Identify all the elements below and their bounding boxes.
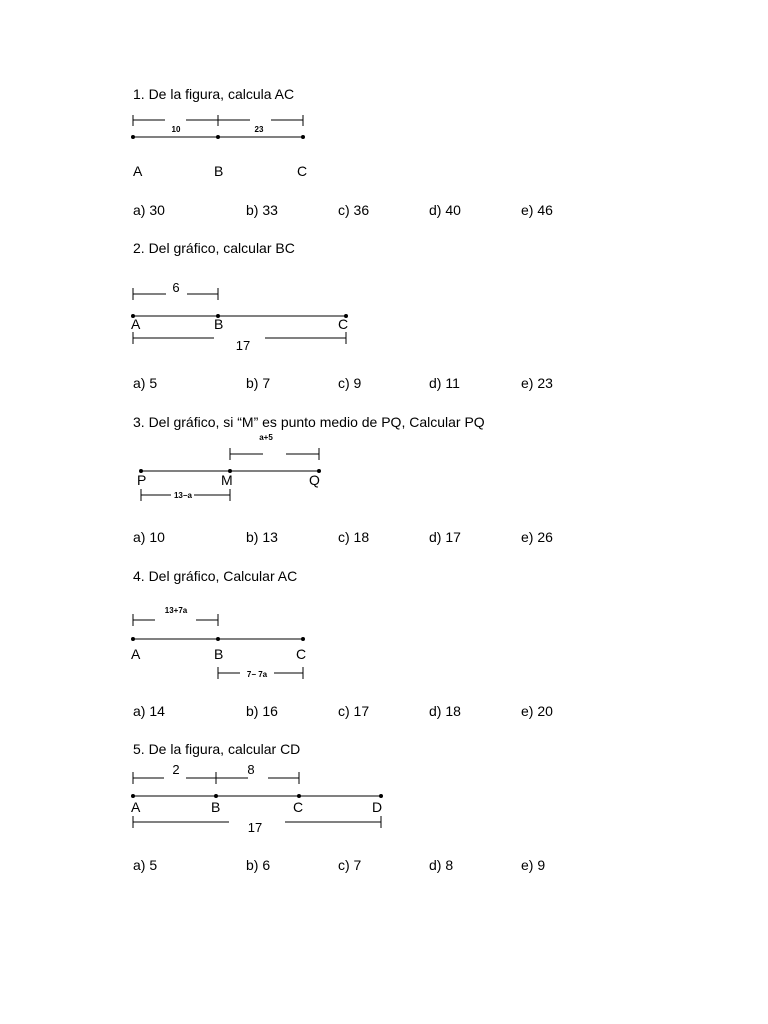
point-label: M (221, 472, 233, 488)
point-label: C (296, 646, 307, 662)
point-label: C (338, 316, 349, 332)
point-label: Q (309, 472, 320, 488)
question-4-title: 4. Del gráfico, Calcular AC (133, 568, 298, 584)
option-d: d) 40 (429, 202, 461, 218)
option-c: c) 9 (338, 375, 362, 391)
option-b: b) 13 (246, 529, 278, 545)
measure-label: 13−a (173, 491, 193, 500)
option-e: e) 23 (521, 375, 553, 391)
option-a: a) 10 (133, 529, 165, 545)
option-e: e) 26 (521, 529, 553, 545)
measure-label: 13+7a (164, 606, 188, 615)
measure-label: 23 (254, 125, 264, 134)
point-label: A (131, 799, 141, 815)
point-label: A (133, 163, 143, 179)
point-dot (379, 794, 383, 798)
measure-label: 10 (171, 125, 181, 134)
point-dot (214, 794, 218, 798)
measure-label: 17 (247, 820, 263, 835)
measure-label: 2 (172, 762, 180, 777)
point-label: D (372, 799, 383, 815)
measure-label: 17 (235, 338, 251, 353)
point-label: B (214, 316, 224, 332)
option-a: a) 5 (133, 857, 158, 873)
point-label: A (131, 316, 141, 332)
measure-label: 7− 7a (246, 670, 268, 679)
point-label: B (214, 646, 224, 662)
option-c: c) 17 (338, 703, 370, 719)
point-label: P (137, 472, 147, 488)
option-a: a) 14 (133, 703, 165, 719)
point-label: B (214, 163, 224, 179)
option-c: c) 7 (338, 857, 362, 873)
measure-label: 8 (247, 762, 255, 777)
point-label: C (293, 799, 304, 815)
option-d: d) 17 (429, 529, 461, 545)
question-1-title: 1. De la figura, calcula AC (133, 86, 295, 102)
question-2-title: 2. Del gráfico, calcular BC (133, 240, 295, 256)
option-c: c) 36 (338, 202, 370, 218)
option-d: d) 11 (429, 375, 460, 391)
option-b: b) 7 (246, 375, 271, 391)
option-d: d) 8 (429, 857, 454, 873)
measure-label: 6 (172, 280, 180, 295)
point-dot (131, 794, 135, 798)
question-3-title: 3. Del gráfico, si “M” es punto medio de PQ, Calcular PQ (133, 414, 485, 430)
option-b: b) 33 (246, 202, 278, 218)
option-c: c) 18 (338, 529, 370, 545)
point-dot (297, 794, 301, 798)
option-e: e) 9 (521, 857, 546, 873)
point-label: B (211, 799, 221, 815)
option-b: b) 16 (246, 703, 278, 719)
option-e: e) 46 (521, 202, 553, 218)
option-a: a) 30 (133, 202, 165, 218)
measure-label: a+5 (259, 433, 273, 442)
point-label: A (131, 646, 141, 662)
option-d: d) 18 (429, 703, 461, 719)
option-e: e) 20 (521, 703, 553, 719)
option-a: a) 5 (133, 375, 158, 391)
question-5-title: 5. De la figura, calcular CD (133, 741, 301, 757)
point-label: C (297, 163, 308, 179)
option-b: b) 6 (246, 857, 271, 873)
